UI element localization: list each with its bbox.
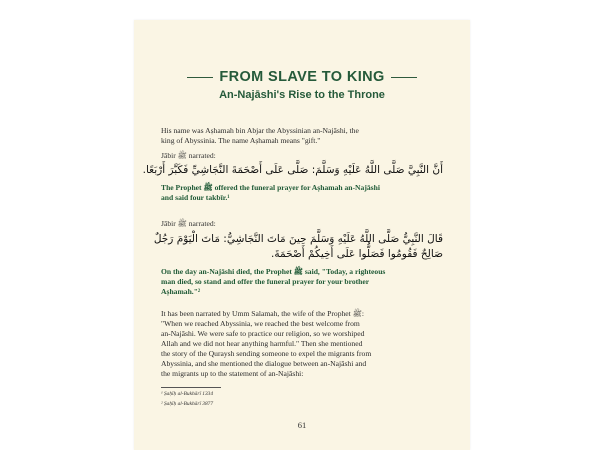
page-number: 61	[297, 420, 307, 430]
narrative-line: an-Najāshi. We were safe to practice our religion, so we worshiped	[161, 329, 365, 338]
title-right-rule	[391, 77, 417, 78]
hadith2-arabic	[153, 232, 443, 262]
hadith2-arabic-line: قَالَ النَّبِيُّ صَلَّى اللَّهُ عَلَيْهِ وَسَلَّمَ حِينَ مَاتَ النَّجَاشِيُّ: مَاتَ الْيَوْمَ رَجُلٌ	[153, 233, 443, 245]
title-left-rule	[187, 77, 213, 78]
narrative-line: Allah and we did not hear anything harmful." Then she mentioned	[161, 339, 363, 348]
hadith2-translation-line: Aṣhamah."²	[161, 287, 201, 296]
chapter-subtitle: An-Najāshi's Rise to the Throne	[219, 89, 385, 101]
narrative-line: Abyssinia, and she mentioned the dialogue between an-Najāshi and	[161, 359, 367, 368]
footnote-2: ² Ṣaḥīḥ al-Bukhārī 3877	[161, 401, 214, 407]
hadith2-narrator: Jābir ﷺ narrated:	[161, 219, 216, 228]
book-page	[134, 20, 470, 450]
intro-paragraph	[161, 126, 443, 146]
hadith1-arabic: أَنَّ النَّبِيَّ صَلَّى اللَّهُ عَلَيْهِ وَسَلَّمَ: صَلَّى عَلَى أَصْحَمَةَ النَّجَاشِيِّ فَكَبَّرَ أَرْبَعًا.	[142, 164, 443, 176]
title-row	[134, 69, 470, 85]
hadith1-translation-line: and said four takbīr.¹	[161, 193, 230, 202]
hadith1-narrator: Jābir ﷺ narrated:	[161, 151, 216, 160]
footnote-1: ¹ Ṣaḥīḥ al-Bukhārī 1334	[161, 391, 214, 397]
narrative-paragraph	[161, 309, 443, 379]
footnote-divider	[161, 387, 221, 388]
narrative-line: It has been narrated by Umm Salamah, the wife of the Prophet ﷺ:	[161, 309, 364, 318]
hadith2-arabic-line: صَالِحٌ فَقُومُوا فَصَلُّوا عَلَى أَخِيكُمْ أَصْحَمَةَ.	[271, 248, 443, 260]
narrative-line: the story of the Quraysh sending someone to expel the migrants from	[161, 349, 372, 358]
chapter-heading	[134, 69, 470, 101]
intro-line: His name was Aṣhamah bin Abjar the Abyssinian an-Najāshi, the	[161, 126, 359, 135]
chapter-title: FROM SLAVE TO KING	[219, 69, 385, 85]
narrative-line: the migrants up to the statement of an-Najāshi:	[161, 369, 304, 378]
hadith2-translation-line: On the day an-Najāshi died, the Prophet ﷺ said, "Today, a righteous	[161, 267, 386, 276]
hadith1-translation	[161, 183, 443, 203]
narrative-line: "When we reached Abyssinia, we reached the best welcome from	[161, 319, 360, 328]
intro-line: king of Abyssinia. The name Aṣhamah means "gift."	[161, 136, 321, 145]
hadith2-translation	[161, 267, 443, 297]
hadith2-translation-line: man died, so stand and offer the funeral prayer for your brother	[161, 277, 370, 286]
hadith1-translation-line: The Prophet ﷺ offered the funeral prayer for Aṣhamah an-Najāshi	[161, 183, 380, 192]
